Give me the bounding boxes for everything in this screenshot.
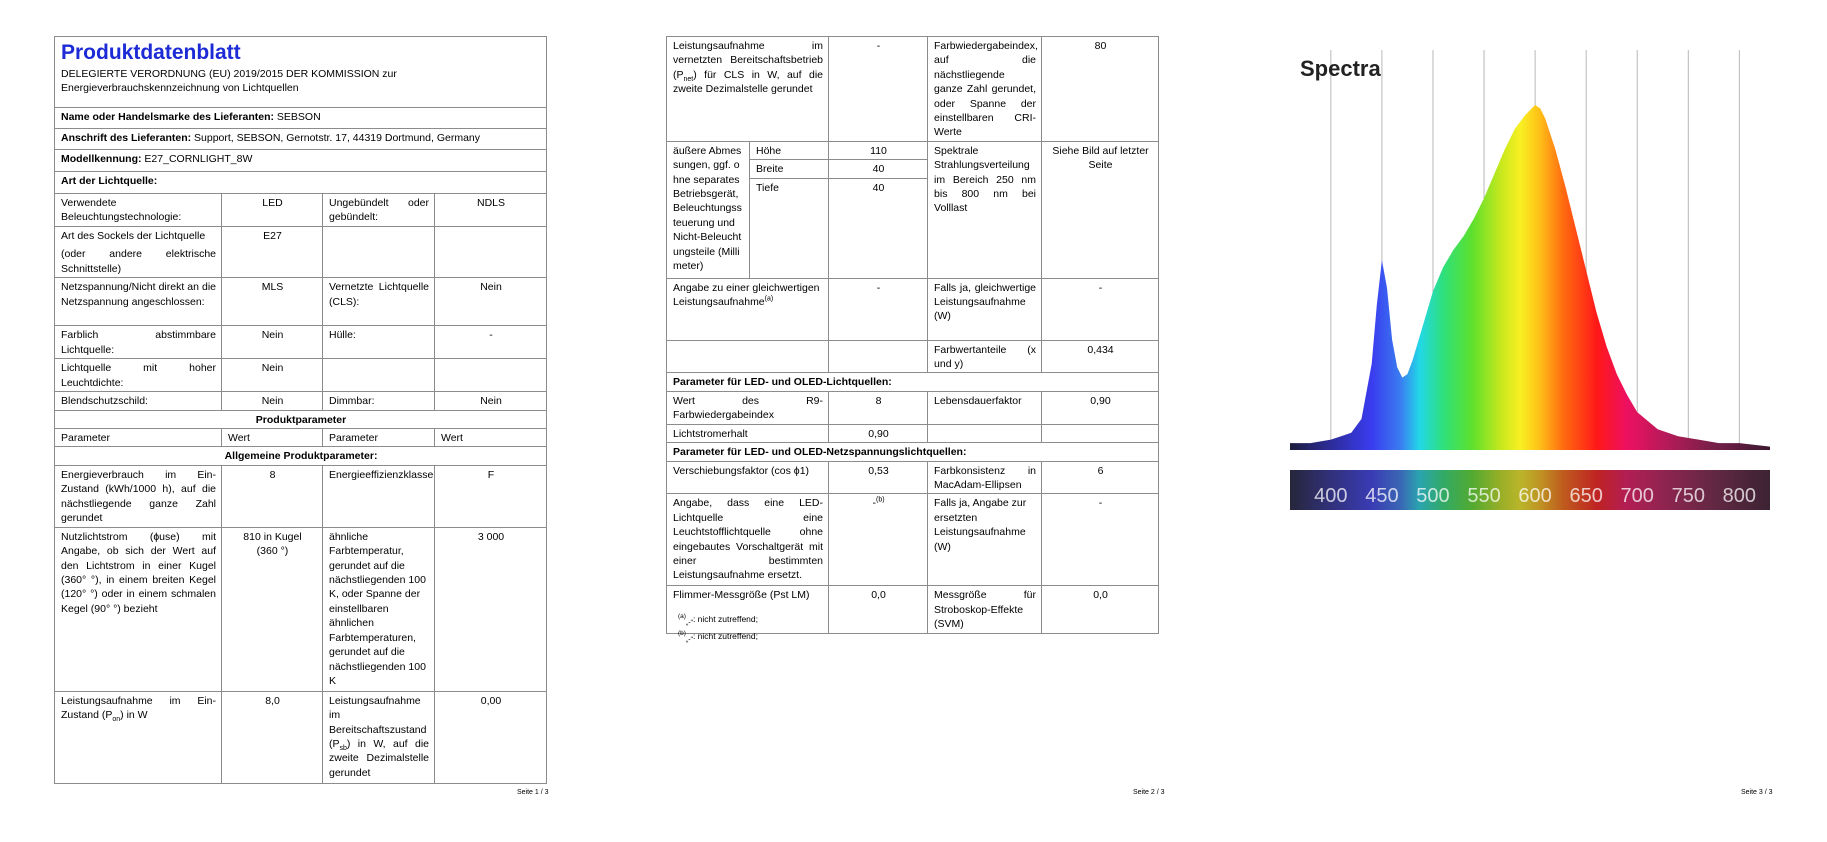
x-axis-tick-labels — [1314, 485, 1756, 507]
networked-sub: net — [683, 75, 694, 83]
footnote-a-sub: „-“ — [685, 619, 693, 627]
replace-value-sup: (b) — [875, 496, 885, 504]
led-replacement-label: Angabe, dass eine LED-Lichtquelle eine Leuchtstofflichtquelle ohne eingebautes Vorschaltgerät mit einer bestimmten Leistungsaufnahme ersetzt. — [667, 494, 829, 586]
standby-label-unit: ) in W, auf die zweite Dezimalstelle gerundet — [329, 738, 429, 779]
empty-cell — [667, 340, 829, 373]
general-params-heading: Allgemeine Produktparameter: — [55, 447, 547, 465]
envelope-label: Hülle: — [323, 326, 435, 359]
colour-tunable-label: Farblich abstimmbare Lichtquelle: — [55, 326, 222, 359]
survival-factor-label: Lebensdauerfaktor — [928, 391, 1042, 424]
if-yes-equivalent-label: Falls ja, gleichwertige Leistungsaufnahme (W) — [928, 278, 1042, 340]
equivalent-label-text: Angabe zu einer gleichwertigen Leistungsaufnahme — [673, 281, 820, 309]
product-params-heading: Produktparameter — [55, 410, 547, 428]
luminous-flux-value — [222, 527, 323, 691]
directional-value: NDLS — [435, 194, 547, 227]
glare-value: Nein — [222, 392, 323, 410]
light-source-type-heading: Art der Lichtquelle: — [55, 172, 547, 194]
flux-value-line2: (360 °) — [256, 545, 289, 558]
cls-value: Nein — [435, 278, 547, 326]
col-header-parameter: Parameter — [55, 429, 222, 447]
flicker-label: Flimmer-Messgröße (Pst LM) — [667, 586, 829, 633]
height-value: 110 — [829, 141, 928, 159]
networked-label-text: Leistungsaufnahme im vernetzten Bereitschaftsbetrieb (P — [673, 40, 824, 81]
power-on-label-unit: ) in W — [120, 709, 148, 722]
empty-cell — [323, 359, 435, 392]
supplier-label: Name oder Handelsmarke des Lieferanten: — [61, 111, 274, 123]
address-value: Support, SEBSON, Gernotstr. 17, 44319 Dortmund, Germany — [194, 132, 481, 144]
col-header-parameter: Parameter — [323, 429, 435, 447]
flux-label-pre: Nutzlichtstrom ( — [61, 530, 154, 543]
socket-label — [55, 227, 222, 278]
envelope-value: - — [435, 326, 547, 359]
colour-tunable-value: Nein — [222, 326, 323, 359]
r9-label: Wert des R9-Farbwiedergabeindex — [667, 391, 829, 424]
technology-label: Verwendete Beleuchtungstechnologie: — [55, 194, 222, 227]
flux-value-line1: 810 in Kugel — [243, 530, 302, 543]
if-yes-equivalent-value: - — [1042, 278, 1159, 340]
cri-label: Farbwiedergabeindex, auf die nächstliegende ganze Zahl gerundet, oder Spanne der einstellbaren CRI-Werte — [928, 37, 1042, 142]
directional-label: Ungebündelt oder gebündelt: — [323, 194, 435, 227]
mains-label: Netzspannung/Nicht direkt an die Netzspannung angeschlossen: — [55, 278, 222, 326]
dimmable-value: Nein — [435, 392, 547, 410]
led-params-heading: Parameter für LED- und OLED-Lichtquellen: — [667, 373, 1159, 391]
footnote-b-sub: „-“ — [685, 636, 693, 644]
document-title: Produktdatenblatt — [61, 41, 241, 64]
svm-label: Messgröße für Stroboskop-Effekte (SVM) — [928, 586, 1042, 633]
flux-phi: ɸuse — [153, 530, 177, 543]
header-cell — [55, 37, 547, 108]
networked-label-rest: ) für CLS in W, auf die zweite Dezimalstelle gerundet — [673, 68, 824, 96]
width-label: Breite — [750, 160, 829, 178]
footnote-b-text: : nicht zutreffend; — [692, 631, 759, 641]
lumen-maintenance-label: Lichtstromerhalt — [667, 424, 829, 442]
r9-value: 8 — [829, 391, 928, 424]
energy-class-label: Energieeffizienzklasse — [323, 465, 435, 527]
page-1 — [0, 0, 609, 842]
equivalent-power-value: - — [829, 278, 928, 340]
model-row — [55, 150, 547, 172]
energy-class-value: F — [435, 465, 547, 527]
spectral-distribution-label: Spektrale Strahlungsverteilung im Bereich 250 nm bis 800 nm bei Volllast — [928, 141, 1042, 278]
empty-cell — [829, 340, 928, 373]
page-number: Seite 2 / 3 — [1133, 789, 1165, 796]
page-number: Seite 3 / 3 — [1741, 789, 1773, 796]
cri-value: 80 — [1042, 37, 1159, 142]
footnote-b-mark: (b) — [678, 630, 686, 638]
tick-label-500: 500 — [1416, 485, 1450, 507]
glare-label: Blendschutzschild: — [55, 392, 222, 410]
cls-label: Vernetzte Lichtquelle (CLS): — [323, 278, 435, 326]
colour-consistency-value: 6 — [1042, 461, 1159, 494]
technology-value: LED — [222, 194, 323, 227]
socket-value: E27 — [222, 227, 323, 278]
tick-label-650: 650 — [1569, 485, 1603, 507]
spectral-distribution-value: Siehe Bild auf letzter Seite — [1042, 141, 1159, 278]
equivalent-power-label — [667, 278, 829, 340]
width-value: 40 — [829, 160, 928, 178]
equivalent-sup: (a) — [764, 295, 774, 303]
displacement-factor-value: 0,53 — [829, 461, 928, 494]
power-on-value: 8,0 — [222, 691, 323, 783]
networked-standby-label — [667, 37, 829, 142]
height-label: Höhe — [750, 141, 829, 159]
replaced-power-value: - — [1042, 494, 1159, 586]
flux-label-post: ) mit Angabe, ob sich der Wert auf den Lichtstrom in einer Kugel (360° °), in einem breiten Kegel (120° °) oder in einem schmalen Kegel (90° °) bezieht — [61, 530, 216, 615]
networked-standby-value: - — [829, 37, 928, 142]
col-header-value: Wert — [222, 429, 323, 447]
energy-on-value: 8 — [222, 465, 323, 527]
address-row — [55, 129, 547, 150]
energy-on-label: Energieverbrauch im Ein-Zustand (kWh/1000 h), auf die nächstliegende ganze Zahl gerundet — [55, 465, 222, 527]
replace-value-text: - — [872, 497, 876, 510]
standby-value: 0,00 — [435, 691, 547, 783]
displacement-factor-label: Verschiebungsfaktor (cos ϕ1) — [667, 461, 829, 494]
svm-value: 0,0 — [1042, 586, 1159, 633]
standby-label — [323, 691, 435, 783]
model-value: E27_CORNLIGHT_8W — [144, 153, 253, 165]
cct-label: ähnliche Farbtemperatur, gerundet auf die nächstliegenden 100 K, oder Spanne der einstellbaren ähnlichen Farbtemperaturen, gerundet auf die nächstliegenden 100 K — [323, 527, 435, 691]
power-on-label-text: Leistungsaufnahme im Ein-Zustand (P — [61, 694, 216, 722]
tick-label-700: 700 — [1620, 485, 1654, 507]
led-replacement-value — [829, 494, 928, 586]
footnote-a — [678, 613, 759, 627]
spectral-distribution-chart — [1290, 50, 1770, 510]
lumen-maintenance-value: 0,90 — [829, 424, 928, 442]
supplier-row — [55, 108, 547, 129]
depth-value: 40 — [829, 178, 928, 278]
dimmable-label: Dimmbar: — [323, 392, 435, 410]
replaced-power-label: Falls ja, Angabe zur ersetzten Leistungsaufnahme (W) — [928, 494, 1042, 586]
empty-cell — [1042, 424, 1159, 442]
col-header-value: Wert — [435, 429, 547, 447]
empty-cell — [435, 359, 547, 392]
product-info-table — [54, 36, 547, 784]
tick-label-600: 600 — [1518, 485, 1552, 507]
power-on-label — [55, 691, 222, 783]
tick-label-450: 450 — [1365, 485, 1399, 507]
tick-label-800: 800 — [1722, 485, 1757, 507]
cct-value: 3 000 — [435, 527, 547, 691]
standby-sub: sb — [339, 745, 347, 753]
supplier-value: SEBSON — [276, 111, 321, 123]
chart-title: Spectra — [1300, 56, 1381, 81]
survival-factor-value: 0,90 — [1042, 391, 1159, 424]
footnote-a-text: : nicht zutreffend; — [692, 614, 759, 624]
page-number: Seite 1 / 3 — [517, 789, 549, 796]
chromaticity-label: Farbwertanteile (x und y) — [928, 340, 1042, 373]
empty-cell — [323, 227, 435, 278]
depth-label: Tiefe — [750, 178, 829, 278]
high-luminance-value: Nein — [222, 359, 323, 392]
footnote-b — [678, 630, 759, 644]
flicker-value: 0,0 — [829, 586, 928, 633]
luminous-flux-label — [55, 527, 222, 691]
model-label: Modellkennung: — [61, 153, 142, 165]
mains-params-heading: Parameter für LED- und OLED-Netzspannungslichtquellen: — [667, 443, 1159, 461]
socket-label-line1: Art des Sockels der Lichtquelle — [61, 230, 206, 242]
high-luminance-label: Lichtquelle mit hoher Leuchtdichte: — [55, 359, 222, 392]
socket-label-line2: (oder andere elektrische Schnittstelle) — [61, 248, 216, 275]
address-label: Anschrift des Lieferanten: — [61, 132, 192, 144]
colour-consistency-label: Farbkonsistenz in MacAdam-Ellipsen — [928, 461, 1042, 494]
standby-label-text: Leistungsaufnahme im Bereitschaftszustand (P — [329, 694, 427, 751]
power-on-sub: on — [112, 716, 121, 724]
mains-value: MLS — [222, 278, 323, 326]
empty-cell — [435, 227, 547, 278]
tick-label-550: 550 — [1467, 485, 1501, 507]
footnote-a-mark: (a) — [678, 613, 686, 621]
dimensions-label: äußere Abmessungen, ggf. ohne separates Betriebsgerät, Beleuchtungssteuerung und Nicht-Beleuchtungsteile (Millimeter) — [667, 141, 750, 278]
empty-cell — [928, 424, 1042, 442]
tick-label-750: 750 — [1671, 485, 1705, 507]
tick-label-400: 400 — [1314, 485, 1348, 507]
regulation-text: DELEGIERTE VERORDNUNG (EU) 2019/2015 DER KOMMISSION zur Energieverbrauchskennzeichnung von Lichtquellen — [61, 68, 397, 95]
product-params-table-continued — [666, 36, 1159, 634]
chromaticity-value: 0,434 — [1042, 340, 1159, 373]
